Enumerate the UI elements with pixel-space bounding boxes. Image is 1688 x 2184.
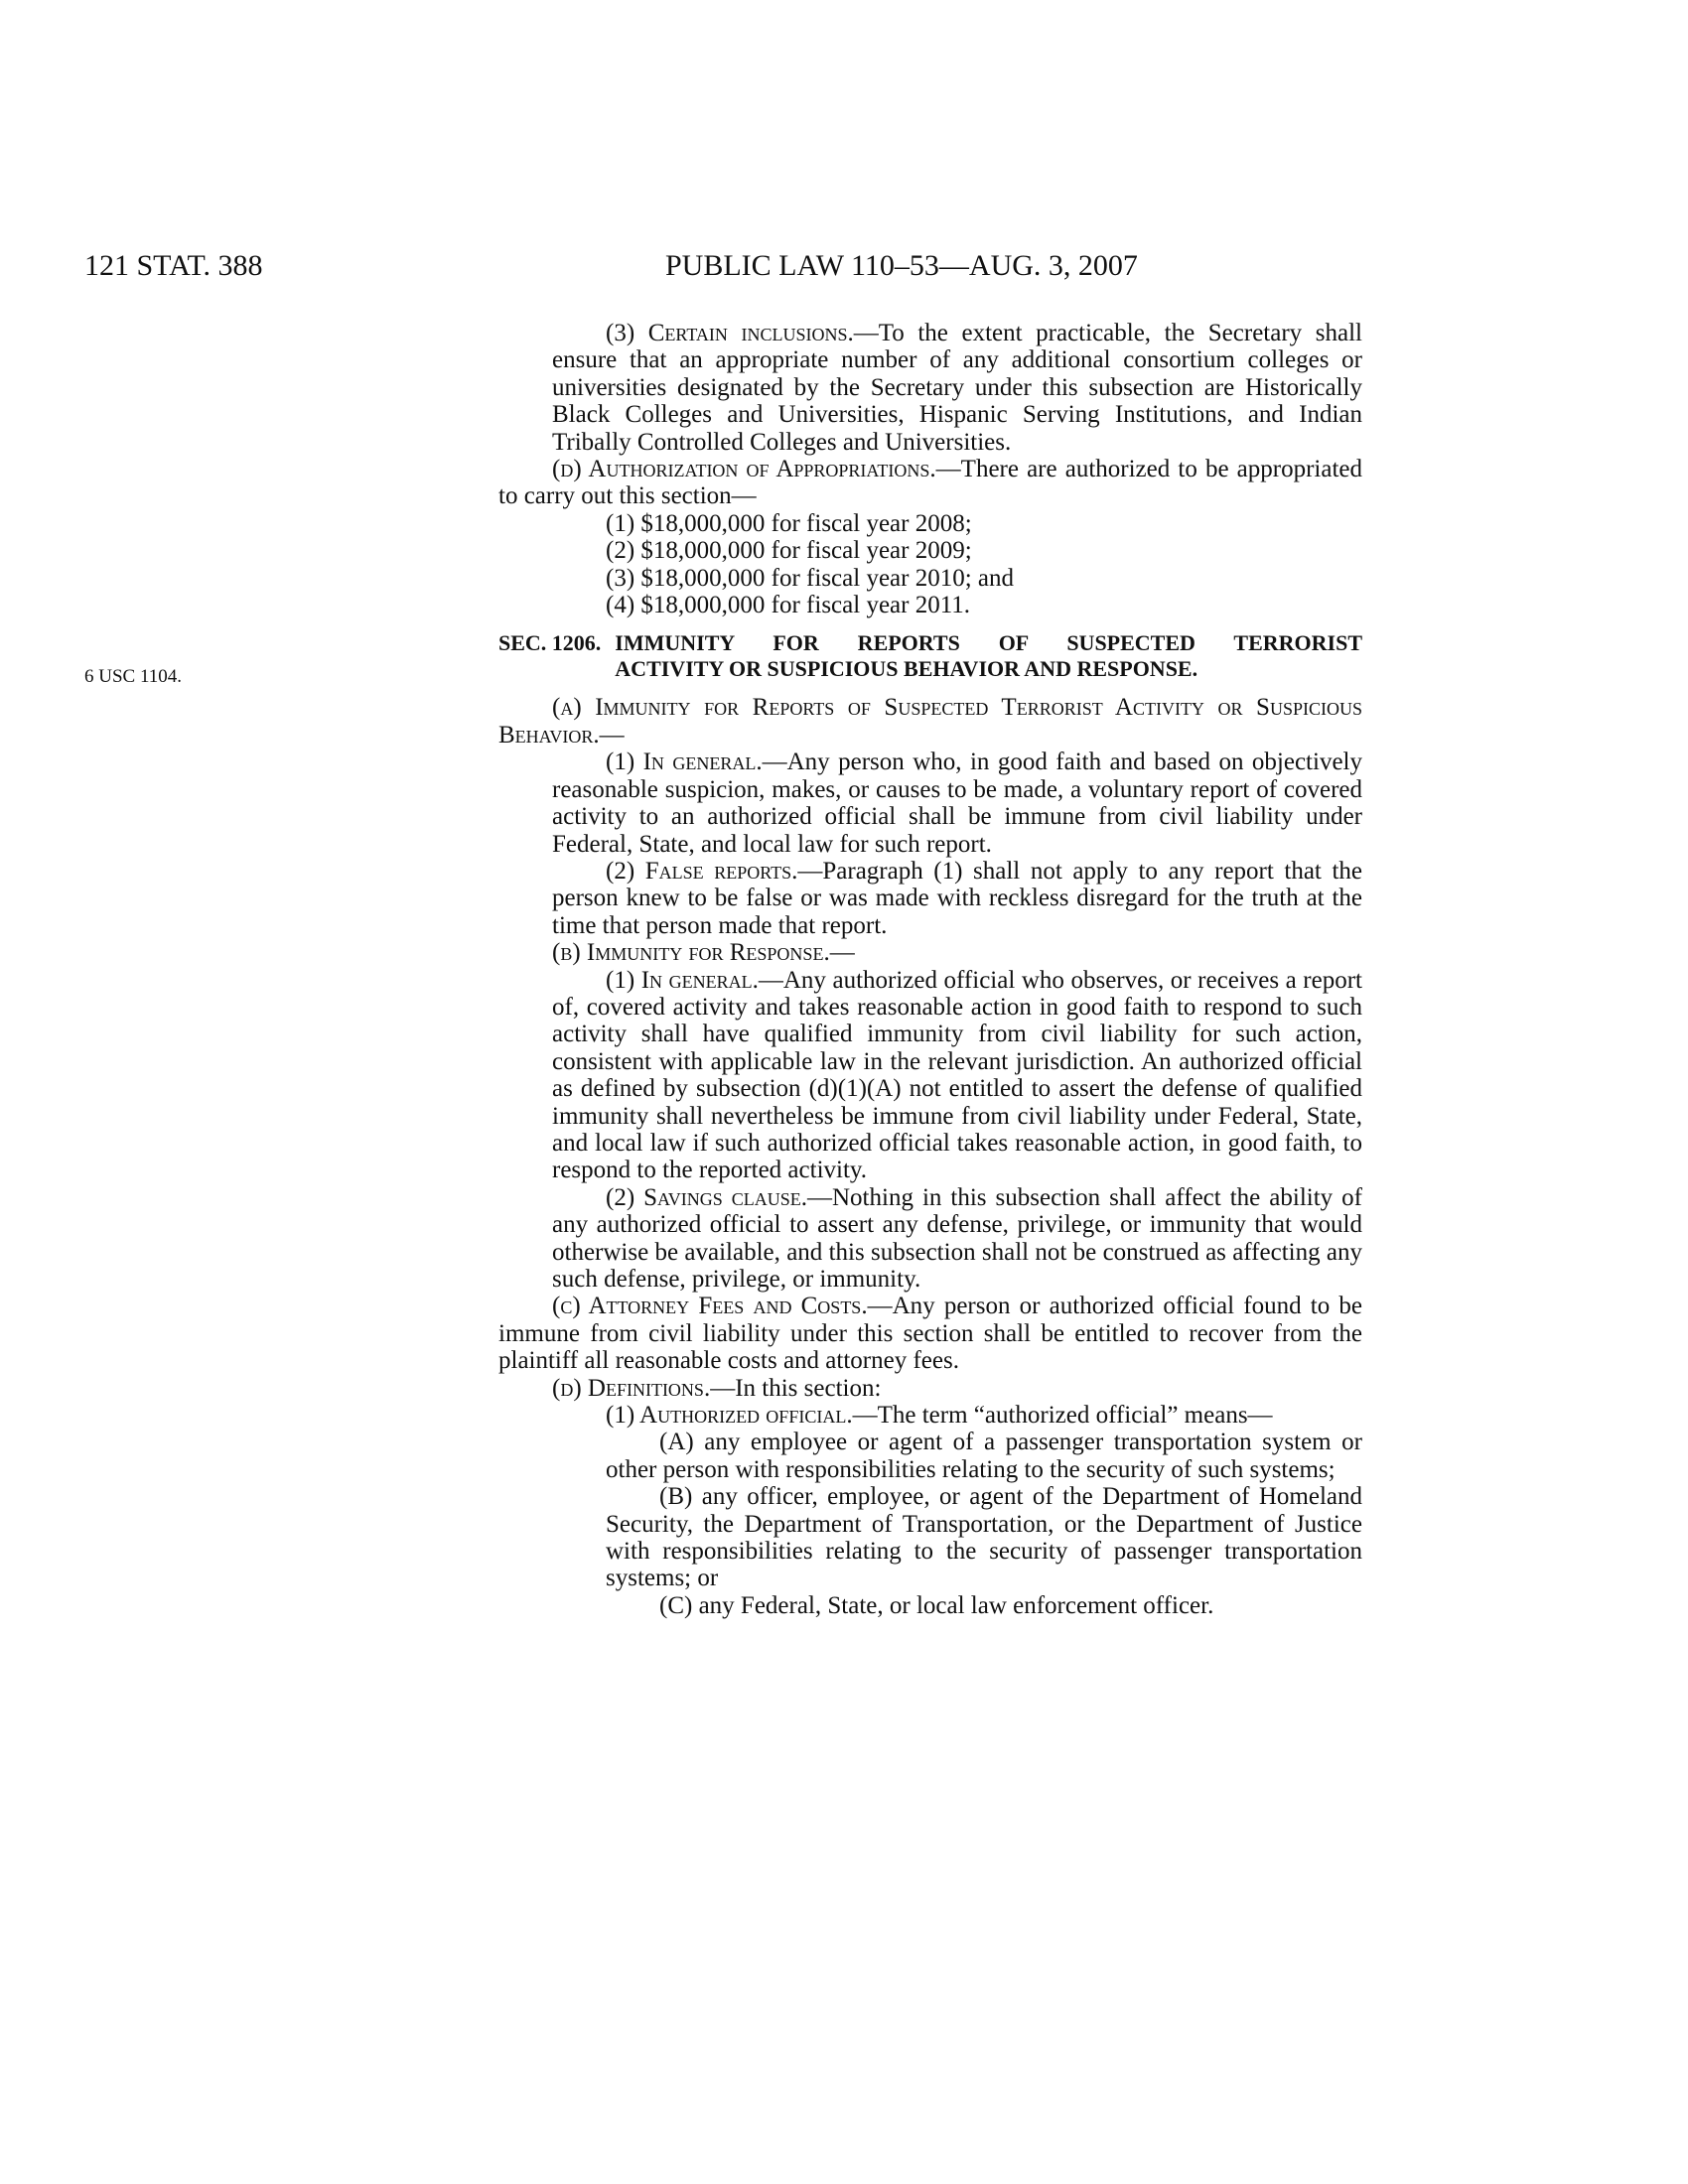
subparagraph-C: (C) any Federal, State, or local law enforcement officer. [659,1591,1214,1619]
subsection-text: —There are authorized to be appropriated to carry out this section— [498,456,1363,510]
paragraph-text: —Any authorized official who observes, or receives a report of, covered activity and takes reasonable action in good faith to respond to such activity shall have qualified immunity from civil liability for such action, consistent with applicable law in the relevant jurisdiction. An authorized official as defined by subsection (d)(1)(A) not entitled to assert the defense of qualified immunity shall nevertheless be immune from civil liability under Federal, State, and local law if such authorized official takes reasonable action, in good faith, to respond to the reported activity. [552,966,1362,1184]
appropriation-item: (4) $18,000,000 for fiscal year 2011. [606,592,971,619]
subsection-c [498,1293,1362,1374]
subparagraph-A: (A) any employee or agent of a passenger transportation system or other person with responsibilities relating to the security of such systems; [606,1429,1362,1483]
appropriation-item: (3) $18,000,000 for fiscal year 2010; and [606,564,1014,592]
paragraph-text: —Nothing in this subsection shall affect the ability of any authorized official to assert any defense, privilege, or immunity that would otherwise be available, and this subsection shall not be construed as affecting any such defense, privilege, or immunity. [552,1183,1362,1293]
paragraph-text: —To the extent practicable, the Secretary shall ensure that an appropriate number of any additional consortium colleges or universities designated by the Secretary under this subsection are Historically Black Colleges and Universities, Hispanic Serving Institutions, and Indian Tribally Controlled Colleges and Universities. [552,320,1362,456]
subparagraph-B: (B) any officer, employee, or agent of the Department of Homeland Security, the Department of Transportation, or the Department of Justice with responsibilities relating to the security of passenger transportation systems; or [606,1483,1362,1592]
subsection-d-definitions [498,1375,1362,1402]
paragraph-b1 [498,967,1362,1184]
section-title [601,630,1362,682]
usc-margin-citation: 6 USC 1104. [84,666,183,687]
subsection-heading: (d) Definitions. [552,1374,711,1402]
paragraph-heading: (1) In general. [606,749,763,776]
section-title-line-2: ACTIVITY OR SUSPICIOUS BEHAVIOR AND RESPONSE. [615,656,1198,682]
appropriation-item: (2) $18,000,000 for fiscal year 2009; [606,537,972,565]
subsection-heading: (c) Attorney Fees and Costs. [552,1293,868,1320]
subsection-heading: (d) Authorization of Appropriations. [552,456,936,483]
subsection-d-appropriations [498,456,1362,510]
paragraph-b2 [498,1184,1362,1294]
section-heading [498,630,1362,682]
paragraph-heading: (3) Certain inclusions. [606,320,854,346]
section-number: SEC. 1206. [498,630,602,656]
subsection-a-heading [498,694,1362,749]
subsection-b-heading [498,939,1362,966]
paragraph-a1 [498,749,1362,858]
paragraph-a2 [498,858,1362,939]
paragraph-heading: (1) In general. [606,966,759,994]
paragraph-text: —The term “authorized official” means— [852,1402,1273,1430]
heading-dash: — [599,721,625,749]
heading-dash: — [829,939,855,967]
appropriation-item: (1) $18,000,000 for fiscal year 2008; [606,509,972,537]
paragraph-c3 [498,320,1362,456]
paragraph-heading: (2) Savings clause. [606,1183,807,1211]
subsection-text: —Any person or authorized official found to be immune from civil liability under this section shall be entitled to recover from the plaintiff all reasonable costs and attorney fees. [498,1293,1362,1375]
statute-body [498,320,1362,1619]
subsection-heading: (b) Immunity for Response. [552,939,830,967]
subsection-heading: (a) Immunity for Reports of Suspected Terrorist Activity or Suspicious Behavior. [498,694,1362,749]
subsection-text: —In this section: [710,1374,882,1402]
paragraph-text: —Any person who, in good faith and based on objectively reasonable suspicion, makes, or causes to be made, a voluntary report of covered activity to an authorized official shall be immune from civil liability under Federal, State, and local law for such report. [552,749,1362,858]
statute-page-number: 121 STAT. 388 [84,249,263,282]
paragraph-d1 [498,1402,1362,1429]
running-header-title: PUBLIC LAW 110–53—AUG. 3, 2007 [665,249,1138,282]
paragraph-text: —Paragraph (1) shall not apply to any report that the person knew to be false or was made with reckless disregard for the truth at the time that person made that report. [552,857,1362,939]
section-title-line-1: IMMUNITY FOR REPORTS OF SUSPECTED TERRORIST [615,630,1362,656]
paragraph-heading: (1) Authorized official. [606,1402,853,1430]
paragraph-heading: (2) False reports. [606,857,798,885]
